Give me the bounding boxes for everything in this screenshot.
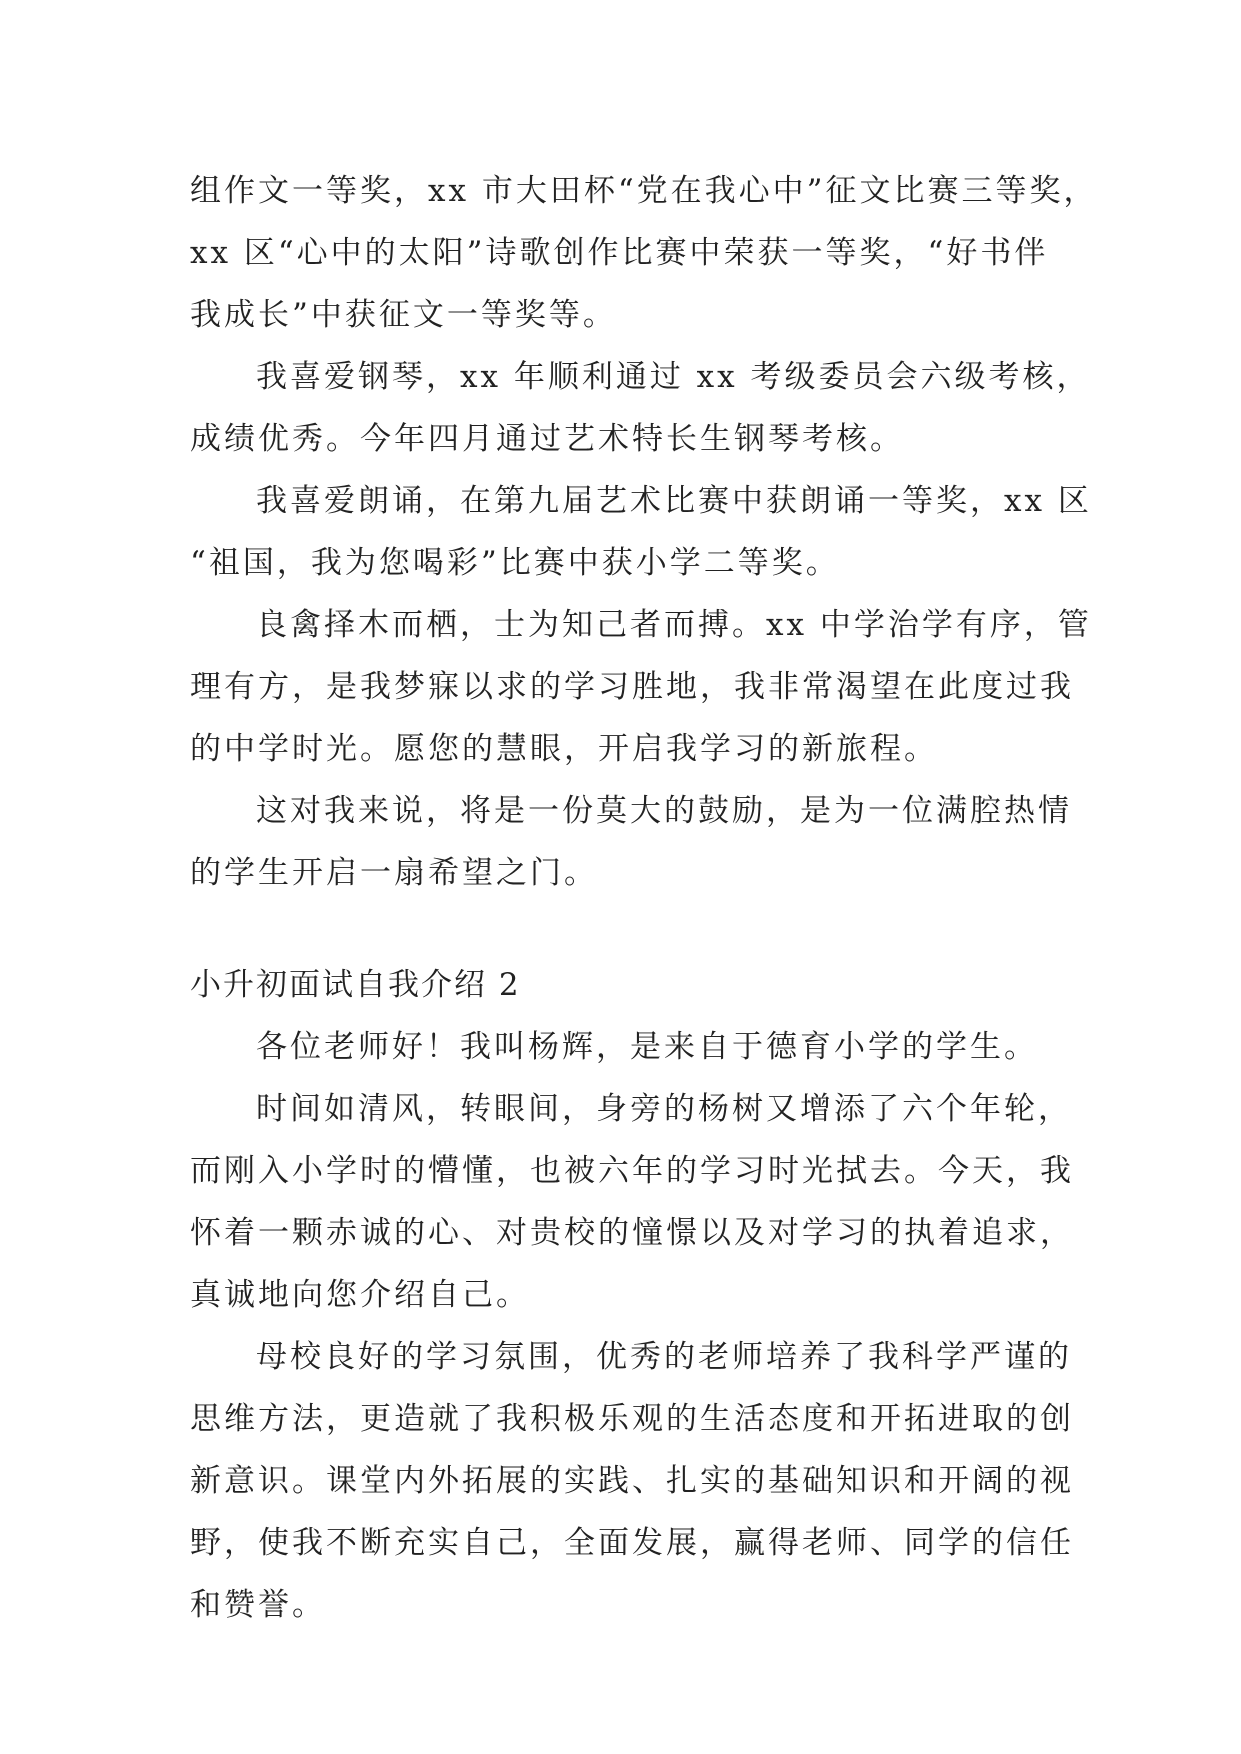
text-line: “祖国，我为您喝彩”比赛中获小学二等奖。 (190, 545, 840, 581)
text-line: 思维方法，更造就了我积极乐观的生活态度和开拓进取的创 (190, 1401, 1074, 1437)
paragraph-start-line: 我喜爱朗诵，在第九届艺术比赛中获朗诵一等奖，xx 区 (256, 483, 1092, 519)
text-line: 的学生开启一扇希望之门。 (190, 855, 598, 891)
paragraph-start-line: 各位老师好！我叫杨辉，是来自于德育小学的学生。 (256, 1029, 1038, 1065)
text-line: 怀着一颗赤诚的心、对贵校的憧憬以及对学习的执着追求， (190, 1215, 1074, 1251)
text-line: 而刚入小学时的懵懂，也被六年的学习时光拭去。今天，我 (190, 1153, 1074, 1189)
paragraph-start-line: 良禽择木而栖，士为知己者而搏。xx 中学治学有序，管 (256, 607, 1092, 643)
paragraph-start-line: 时间如清风，转眼间，身旁的杨树又增添了六个年轮， (256, 1091, 1072, 1127)
section-gap (190, 904, 1070, 954)
section-title: 小升初面试自我介绍 2 (190, 967, 521, 1003)
paragraph-start-line: 我喜爱钢琴，xx 年顺利通过 xx 考级委员会六级考核， (256, 359, 1091, 395)
text-line: 野，使我不断充实自己，全面发展，赢得老师、同学的信任 (190, 1525, 1074, 1561)
text-line: 新意识。课堂内外拓展的实践、扎实的基础知识和开阔的视 (190, 1463, 1074, 1499)
text-line: 组作文一等奖，xx 市大田杯“党在我心中”征文比赛三等奖， (190, 173, 1098, 209)
document-body (190, 160, 1098, 1636)
paragraph-start-line: 这对我来说，将是一份莫大的鼓励，是为一位满腔热情 (256, 793, 1072, 829)
text-line: 和赞誉。 (190, 1587, 326, 1623)
text-line: 的中学时光。愿您的慧眼，开启我学习的新旅程。 (190, 731, 938, 767)
text-line: 真诚地向您介绍自己。 (190, 1277, 530, 1313)
paragraph-start-line: 母校良好的学习氛围，优秀的老师培养了我科学严谨的 (256, 1339, 1072, 1375)
text-line: 我成长”中获征文一等奖等。 (190, 297, 617, 333)
text-line: xx 区“心中的太阳”诗歌创作比赛中荣获一等奖，“好书伴 (190, 235, 1049, 271)
text-line: 成绩优秀。今年四月通过艺术特长生钢琴考核。 (190, 421, 904, 457)
text-line: 理有方，是我梦寐以求的学习胜地，我非常渴望在此度过我 (190, 669, 1074, 705)
